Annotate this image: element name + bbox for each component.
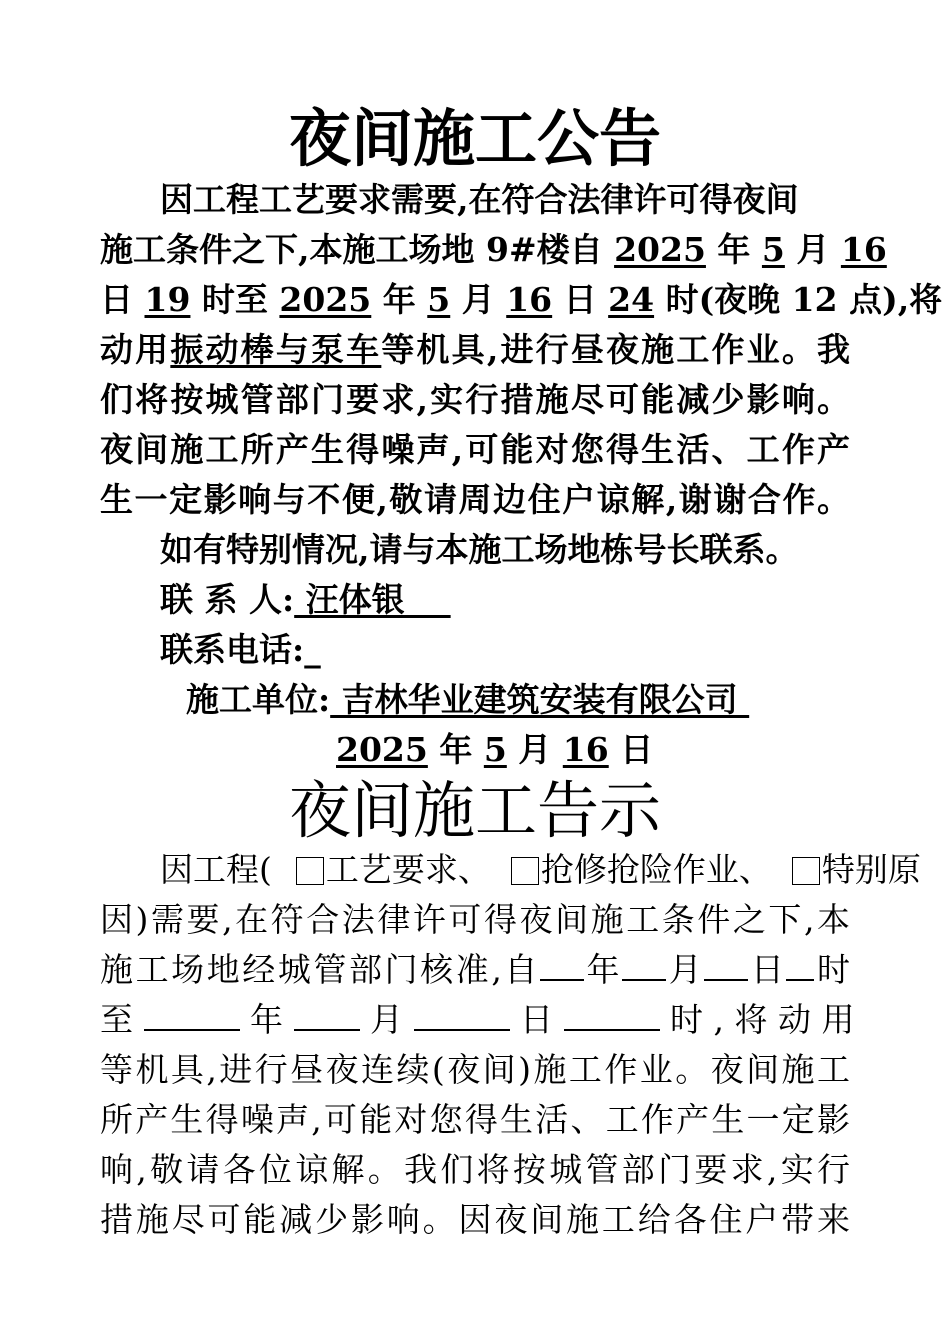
blank-day[interactable] (704, 949, 748, 981)
text: 等机具,进行昼夜施工作业。我 (381, 330, 850, 369)
notice2-line-7: 响,敬请各位谅解。我们将按城管部门要求,实行 (100, 1150, 850, 1189)
checkbox-special[interactable] (792, 857, 820, 885)
notice1-date (336, 728, 850, 772)
text: 时 (814, 950, 851, 989)
notice2-line-5: 等机具,进行昼夜连续(夜间)施工作业。夜间施工 (100, 1050, 850, 1089)
text: 时 , 将 动 用 (670, 1000, 855, 1039)
text: 日 (100, 280, 145, 319)
blank-end-year[interactable] (144, 999, 240, 1031)
text: 因工程( (160, 850, 272, 889)
checkbox-repair[interactable] (511, 857, 539, 885)
end-day: 16 (506, 280, 553, 319)
notice2-line-3 (100, 948, 850, 992)
text: 月 (370, 1000, 403, 1039)
text: 日 (552, 280, 609, 319)
date-year: 2025 (336, 730, 428, 769)
contact-label: 联 系 人: (160, 580, 295, 619)
end-hour: 24 (608, 280, 655, 319)
notice1-title: 夜间施工公告 (288, 102, 661, 175)
blank-end-day[interactable] (414, 999, 510, 1031)
text: 抢修抢险作业、 (540, 850, 772, 889)
text: 日 (748, 950, 787, 989)
date-month: 5 (483, 730, 507, 769)
text: 特别原 (821, 850, 921, 889)
text: 至 (100, 1000, 133, 1039)
text: 年 (371, 280, 428, 319)
equipment: 振动棒与泵车 (170, 330, 382, 369)
contact-person-line (160, 578, 850, 622)
start-hour: 19 (144, 280, 191, 319)
text: 年 (250, 1000, 283, 1039)
text: 月 (666, 950, 705, 989)
contact-phone-line (160, 628, 850, 672)
notice1-line-8: 如有特别情况,请与本施工场地栋号长联系。 (160, 530, 799, 569)
notice1-line-3 (100, 278, 943, 322)
notice2-line-6: 所产生得噪声,可能对您得生活、工作产生一定影 (100, 1100, 850, 1139)
notice1-line-5: 们将按城管部门要求,实行措施尽可能减少影响。 (100, 380, 850, 419)
text: 动用 (100, 330, 171, 369)
contact-name: 汪体银 (294, 580, 451, 619)
start-month: 5 (761, 230, 785, 269)
blank-end-month[interactable] (294, 999, 360, 1031)
notice2-title: 夜间施工告示 (288, 774, 661, 847)
text: 日 (608, 730, 654, 769)
text: 月 (450, 280, 507, 319)
start-day: 16 (840, 230, 887, 269)
text: 施工条件之下,本施工场地 9#楼自 (100, 230, 615, 269)
text: 年 (583, 950, 623, 989)
notice1-line-7: 生一定影响与不便,敬请周边住户谅解,谢谢合作。 (100, 480, 850, 519)
date-day: 16 (562, 730, 609, 769)
notice2-line-4 (100, 998, 855, 1042)
notice1-line-4 (100, 328, 850, 372)
end-month: 5 (427, 280, 451, 319)
text: 施工场地经城管部门核准,自 (100, 950, 540, 989)
blank-year[interactable] (540, 949, 584, 981)
unit-label: 施工单位: (186, 680, 331, 719)
notice2-line-2: 因)需要,在符合法律许可得夜间施工条件之下,本 (100, 900, 850, 939)
text: 时至 (190, 280, 280, 319)
text: 年 (705, 230, 762, 269)
end-year: 2025 (279, 280, 372, 319)
checkbox-craft[interactable] (296, 857, 324, 885)
text: 日 (520, 1000, 553, 1039)
notice1-line-1: 因工程工艺要求需要,在符合法律许可得夜间 (160, 180, 799, 219)
notice1-line-6: 夜间施工所产生得噪声,可能对您得生活、工作产 (100, 430, 850, 469)
unit-name: 吉林华业建筑安装有限公司 (330, 680, 750, 719)
text: 年 (427, 730, 484, 769)
notice2-line-8: 措施尽可能减少影响。因夜间施工给各住户带来 (100, 1200, 850, 1239)
notice1-line-2 (100, 228, 887, 272)
notice2-line-1 (160, 848, 921, 892)
phone-label: 联系电话: (160, 630, 305, 669)
construction-unit-line (186, 678, 850, 722)
text: 月 (506, 730, 563, 769)
blank-hour[interactable] (786, 949, 814, 981)
blank-month[interactable] (622, 949, 666, 981)
phone-value: _ (304, 630, 321, 669)
text: 月 (784, 230, 841, 269)
blank-end-hour[interactable] (564, 999, 660, 1031)
start-year: 2025 (614, 230, 706, 269)
text: 工艺要求、 (325, 850, 491, 889)
text: 时(夜晚 12 点),将 (654, 280, 943, 319)
